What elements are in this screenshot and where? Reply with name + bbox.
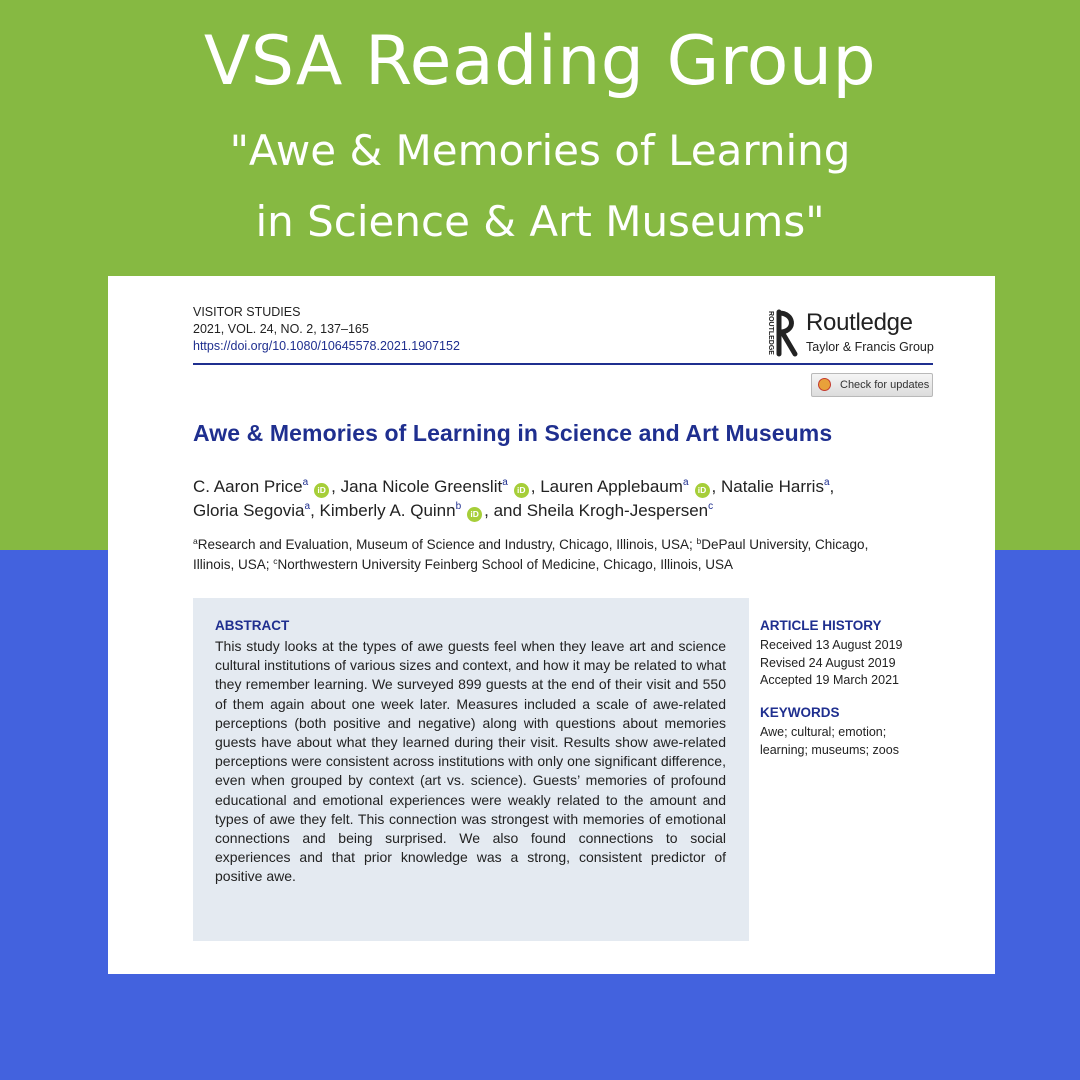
author-affiliation-mark: a — [302, 477, 309, 488]
publisher-group: Taylor & Francis Group — [806, 340, 934, 354]
journal-info — [193, 304, 460, 355]
banner-subtitle-line1: "Awe & Memories of Learning — [229, 126, 851, 175]
history-revised: Revised 24 August 2019 — [760, 655, 896, 670]
paper-first-page — [108, 276, 995, 974]
history-received: Received 13 August 2019 — [760, 638, 903, 652]
author-affiliation-mark: a — [823, 477, 830, 488]
history-accepted: Accepted 19 March 2021 — [760, 673, 899, 687]
keywords: Awe; cultural; emotion; learning; museums; zoos — [760, 725, 899, 757]
author-name[interactable]: Jana Nicole Greenslit — [340, 477, 503, 496]
routledge-vertical-text: ROUTLEDGE — [767, 311, 774, 355]
doi-link[interactable]: https://doi.org/10.1080/10645578.2021.1907152 — [193, 339, 460, 353]
article-title: Awe & Memories of Learning in Science and Art Museums — [193, 420, 833, 446]
affiliation-mark: c — [273, 556, 278, 566]
orcid-icon[interactable]: iD — [695, 483, 710, 498]
author-name[interactable]: Kimberly A. Quinn — [319, 501, 456, 520]
author-name[interactable]: Natalie Harris — [720, 477, 824, 496]
author-list — [193, 475, 873, 523]
banner-title: VSA Reading Group — [203, 22, 877, 101]
keywords-heading: KEYWORDS — [760, 705, 840, 720]
header-divider — [193, 363, 933, 365]
abstract-box — [193, 598, 749, 941]
author-affiliation-mark: a — [502, 477, 508, 488]
affiliation-text: DePaul University, Chicago, Illinois, USA; — [193, 537, 869, 572]
author-name[interactable]: Gloria Segovia — [193, 501, 305, 520]
affiliation-text: Northwestern University Feinberg School of Medicine, Chicago, Illinois, USA — [277, 557, 733, 572]
abstract-text: This study looks at the types of awe guests feel when they leave art and science cultural institutions of various sizes and context, and how it may be related to what they remember learning. We surveyed 899 guests at the end of their visit and 550 of them again about one week later. Measures included a scale of awe-related perceptions (both positive and negative) along with questions about memories guests have about what they learned during their visit. Results show awe-related perceptions were consistent across institutions with only one significant difference, even when grouped by context (art vs. science). Guests’ memories of profound educational and emotional experiences were weakly related to the amount and types of awe they felt. This connection was strongest with memories of emotional connections and being surprised. We also found connections to social experiences and that prior knowledge was a strong, consistent predictor of positive awe. — [215, 638, 726, 885]
abstract-heading: ABSTRACT — [215, 618, 290, 633]
author-name[interactable]: Lauren Applebaum — [540, 477, 683, 496]
author-separator: , — [310, 501, 320, 520]
orcid-icon[interactable]: iD — [514, 483, 529, 498]
affiliation-mark: a — [193, 536, 198, 546]
author-separator: , — [530, 477, 541, 496]
author-name[interactable]: Sheila Krogh-Jespersen — [526, 501, 709, 520]
publisher-name: Routledge — [806, 309, 913, 336]
author-affiliation-mark: b — [455, 501, 462, 512]
author-separator: , — [711, 477, 721, 496]
article-history-heading: ARTICLE HISTORY — [760, 618, 882, 633]
journal-name: VISITOR STUDIES — [193, 305, 301, 319]
publisher-logo — [760, 308, 940, 360]
affiliations — [193, 535, 913, 575]
author-affiliation-mark: a — [304, 501, 311, 512]
author-name[interactable]: C. Aaron Price — [193, 477, 303, 496]
updates-icon — [818, 378, 831, 391]
article-history — [760, 637, 902, 690]
banner-subtitle-line2: in Science & Art Museums" — [255, 197, 825, 246]
author-affiliation-mark: c — [708, 501, 714, 512]
check-updates-label: Check for updates — [840, 379, 930, 391]
orcid-icon[interactable]: iD — [467, 507, 482, 522]
check-for-updates-button[interactable] — [811, 373, 933, 397]
routledge-logo-icon — [760, 308, 800, 358]
affiliation-text: Research and Evaluation, Museum of Science and Industry, Chicago, Illinois, USA; — [197, 537, 693, 552]
author-separator: , and — [484, 501, 527, 520]
author-separator: , — [829, 477, 835, 496]
affiliation-mark: b — [696, 536, 702, 546]
author-affiliation-mark: a — [682, 477, 689, 488]
journal-citation: 2021, VOL. 24, NO. 2, 137–165 — [193, 322, 369, 336]
orcid-icon[interactable]: iD — [314, 483, 329, 498]
author-separator: , — [331, 477, 341, 496]
